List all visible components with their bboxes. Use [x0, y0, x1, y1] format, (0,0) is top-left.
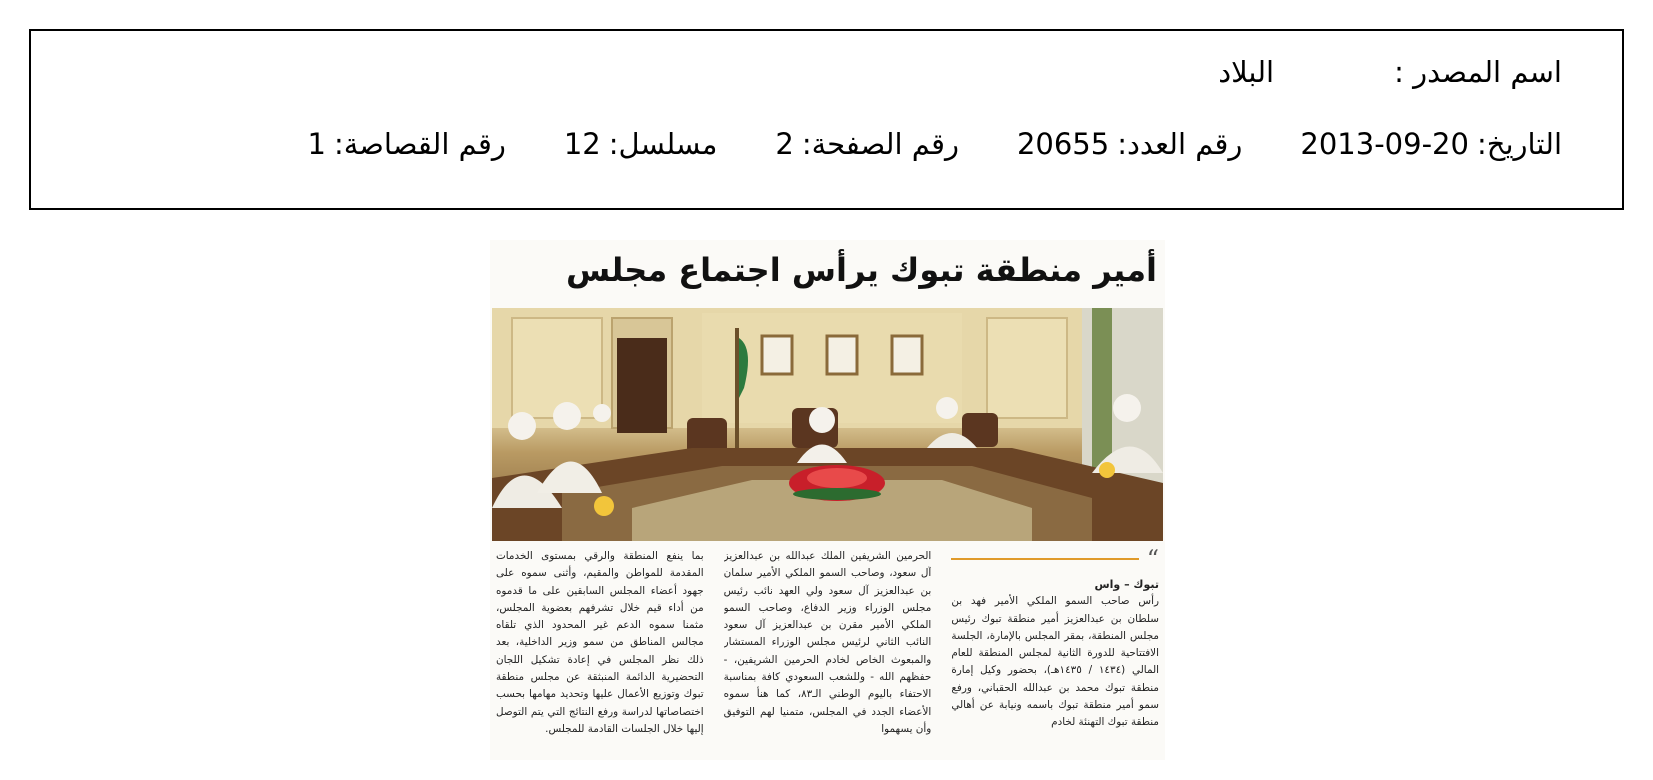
- date-label: التاريخ:: [1476, 127, 1562, 161]
- date-field: [1300, 127, 1562, 161]
- serial-value: 12: [563, 127, 601, 161]
- source-value: البلاد: [1218, 55, 1275, 89]
- page-value: 2: [775, 127, 794, 161]
- clip-metadata-box: [29, 29, 1624, 210]
- source-label: اسم المصدر :: [1394, 55, 1562, 89]
- clip-number-value: 1: [307, 127, 326, 161]
- issue-field: [1017, 127, 1242, 161]
- page-field: [775, 127, 959, 161]
- orange-divider: [951, 558, 1138, 560]
- details-row: [308, 127, 1563, 161]
- serial-field: [564, 127, 718, 161]
- quote-mark-icon: “: [1146, 548, 1159, 573]
- issue-label: رقم العدد:: [1117, 127, 1243, 161]
- article-column-2-text: الحرمين الشريفين الملك عبدالله بن عبدالعزيز آل سعود، وصاحب السمو الملكي الأمير سلمان بن عبدالعزيز آل سعود ولي العهد نائب رئيس مجلس الوزراء وزير الدفاع، وصاحب السمو الملكي الأمير مقرن بن عبدالعزيز آل سعود النائب الثاني لرئيس مجلس الوزراء المستشار والمبعوث الخاص لخادم الحرمين الشريفين، - حفظهم الله - وللشعب السعودي كافة بمناسبة الاحتفاء باليوم الوطني الـ٨٣، كما هنأ سموه الأعضاء الجدد في المجلس، متمنيا لهم التوفيق وأن يسهموا: [723, 550, 932, 735]
- clip-number-label: رقم القصاصة:: [333, 127, 506, 161]
- meeting-photo-illustration: [492, 308, 1163, 541]
- source-row: [1218, 55, 1562, 89]
- clip-number-field: [308, 127, 506, 161]
- page-label: رقم الصفحة:: [801, 127, 959, 161]
- article-column-2: [724, 548, 932, 758]
- issue-value: 20655: [1016, 127, 1110, 161]
- article-column-1-text: رأس صاحب السمو الملكي الأمير فهد بن سلطان بن عبدالعزيز أمير منطقة تبوك رئيس مجلس المنطقة، بمقر المجلس بالإمارة، الجلسة الافتتاحية للدورة الثانية لمجلس المنطقة للعام المالي (١٤٣٤ / ١٤٣٥هـ)، بحضور وكيل إمارة منطقة تبوك محمد بن عبدالله الحقباني، ورفع سمو أمير منطقة تبوك باسمه ونيابة عن أهالي منطقة تبوك التهنئة لخادم: [951, 595, 1159, 729]
- date-value: 2013-09-20: [1300, 127, 1469, 161]
- column-head: [951, 548, 1159, 573]
- article-column-1: [951, 548, 1159, 758]
- article-headline: أمير منطقة تبوك يرأس اجتماع مجلس: [565, 251, 1157, 289]
- article-body: [492, 548, 1163, 758]
- serial-label: مسلسل:: [608, 127, 718, 161]
- newspaper-clipping: [490, 240, 1165, 760]
- article-column-3-text: بما ينفع المنطقة والرقي بمستوى الخدمات المقدمة للمواطن والمقيم، وأثنى سموه على جهود أعضاء المجلس السابقين على ما قدموه من أداء قيم خلال تشرفهم بعضوية المجلس، مثمنا سموه الدعم غير المحدود الذي تلقاه مجالس المناطق من سمو وزير الداخلية، بعد ذلك نظر المجلس في إعادة تشكيل اللجان التحضيرية الدائمة المنبثقة عن مجلس منطقة تبوك وتوزيع الأعمال عليها وتحديد مهامها بحسب اختصاصاتها لدراسة ورفع النتائج التي يتم التوصل إليها خلال الجلسات القادمة للمجلس.: [495, 550, 704, 735]
- article-column-3: [496, 548, 704, 758]
- meeting-photo: [492, 308, 1163, 541]
- article-dateline: تبوك – واس: [1094, 578, 1159, 591]
